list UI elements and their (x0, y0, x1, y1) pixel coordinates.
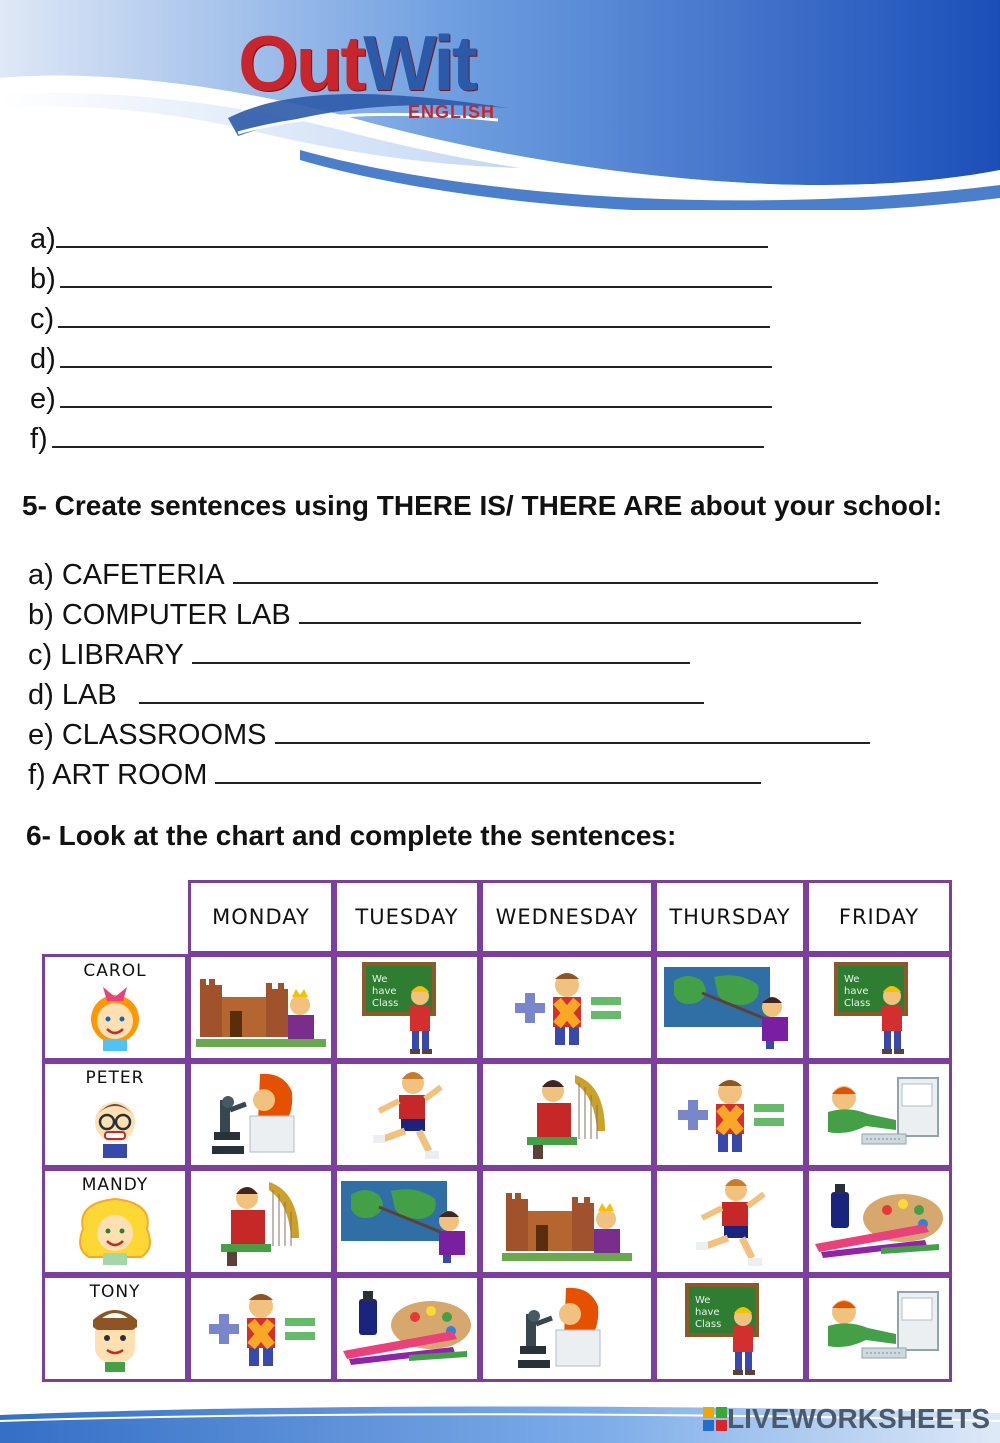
pupil-name: PETER (85, 1068, 145, 1088)
sentence-item-art-room[interactable]: f) ART ROOM (28, 755, 878, 795)
svg-text:have: have (372, 985, 397, 997)
pupil-name: CAROL (83, 961, 147, 981)
svg-text:We: We (844, 973, 860, 985)
schedule-cell (480, 954, 654, 1061)
schedule-cell (188, 954, 334, 1061)
liveworksheets-logo-icon (703, 1407, 727, 1431)
answer-line[interactable]: e) (30, 378, 772, 418)
svg-text:Class: Class (844, 997, 871, 1009)
sentence-item-library[interactable]: c) LIBRARY (28, 635, 878, 675)
english-icon (809, 960, 949, 1056)
pupil-cell (42, 1061, 188, 1168)
section5-heading: 5- Create sentences using THERE IS/ THERE ARE about your school: (22, 490, 943, 521)
sentence-item-lab[interactable]: d) LAB (28, 675, 878, 715)
svg-text:We: We (695, 1294, 711, 1306)
schedule-cell (334, 1061, 480, 1168)
schedule-cell (480, 1275, 654, 1382)
english-icon (337, 960, 477, 1056)
day-header: FRIDAY (806, 880, 952, 954)
schedule-cell (806, 1168, 952, 1275)
schedule-cell (188, 1168, 334, 1275)
math-icon (657, 1074, 803, 1156)
answer-lines (30, 218, 772, 458)
pupil-cell (42, 954, 188, 1061)
history-icon (191, 967, 331, 1049)
pupil-name: TONY (89, 1282, 141, 1302)
day-header: WEDNESDAY (480, 880, 654, 954)
header-banner (0, 0, 1000, 210)
schedule-cell (334, 1275, 480, 1382)
sentence-item-cafeteria[interactable]: a) CAFETERIA (28, 555, 878, 595)
pupil-row (42, 1275, 952, 1382)
math-icon (483, 967, 651, 1049)
pupil-cell (42, 1168, 188, 1275)
geography-icon (657, 963, 803, 1053)
day-header: TUESDAY (334, 880, 480, 954)
answer-line[interactable]: b) (30, 258, 772, 298)
schedule-cell (806, 1275, 952, 1382)
computer-icon (809, 1286, 949, 1372)
answer-line[interactable]: d) (30, 338, 772, 378)
science-icon (483, 1284, 651, 1374)
logo-wordmark: OutWit (238, 19, 475, 107)
svg-text:Class: Class (695, 1318, 722, 1330)
schedule-cell (480, 1061, 654, 1168)
schedule-cell (806, 954, 952, 1061)
geography-icon (337, 1177, 477, 1267)
section6-heading: 6- Look at the chart and complete the sentences: (26, 820, 677, 851)
pe-icon (337, 1067, 477, 1163)
sentence-item-classrooms[interactable]: e) CLASSROOMS (28, 715, 878, 755)
schedule-cell (654, 1275, 806, 1382)
svg-text:We: We (372, 973, 388, 985)
day-header-row (42, 880, 952, 954)
liveworksheets-badge[interactable] (703, 1403, 990, 1435)
answer-line[interactable]: f) (30, 418, 772, 458)
schedule-cell (654, 1061, 806, 1168)
pupil-cell (42, 1275, 188, 1382)
schedule-cell (654, 1168, 806, 1275)
pupil-row (42, 954, 952, 1061)
schedule-cell (480, 1168, 654, 1275)
school-sentence-list (28, 555, 878, 795)
pupil-row (42, 1168, 952, 1275)
music-icon (191, 1176, 331, 1268)
music-icon (483, 1069, 651, 1161)
pupil-face-icon (75, 1254, 155, 1271)
svg-text:have: have (844, 985, 869, 997)
day-header: MONDAY (188, 880, 334, 954)
pupil-face-icon (83, 1361, 147, 1378)
header-corner (42, 880, 188, 954)
answer-line[interactable]: a) (30, 218, 772, 258)
schedule-chart (34, 870, 960, 1395)
schedule-cell (654, 954, 806, 1061)
math-icon (191, 1288, 331, 1370)
pupil-face-icon (83, 1040, 147, 1057)
sentence-item-computer-lab[interactable]: b) COMPUTER LAB (28, 595, 878, 635)
english-icon (657, 1281, 803, 1377)
computer-icon (809, 1072, 949, 1158)
art-icon (809, 1182, 949, 1262)
history-icon (483, 1181, 651, 1263)
liveworksheets-text: LIVEWORKSHEETS (727, 1403, 990, 1434)
footer (0, 1395, 1000, 1443)
schedule-cell (806, 1061, 952, 1168)
day-header: THURSDAY (654, 880, 806, 954)
schedule-cell (188, 1061, 334, 1168)
pupil-name: MANDY (81, 1175, 149, 1195)
schedule-cell (334, 1168, 480, 1275)
pe-icon (657, 1174, 803, 1270)
science-icon (191, 1070, 331, 1160)
answer-line[interactable]: c) (30, 298, 772, 338)
schedule-table (42, 880, 952, 1382)
pupil-row (42, 1061, 952, 1168)
svg-text:Class: Class (372, 997, 399, 1009)
pupil-face-icon (83, 1147, 147, 1164)
logo-subtitle: ENGLISH (408, 102, 496, 122)
schedule-cell (188, 1275, 334, 1382)
schedule-cell (334, 954, 480, 1061)
outwit-logo (238, 18, 538, 138)
svg-text:have: have (695, 1306, 720, 1318)
art-icon (337, 1289, 477, 1369)
